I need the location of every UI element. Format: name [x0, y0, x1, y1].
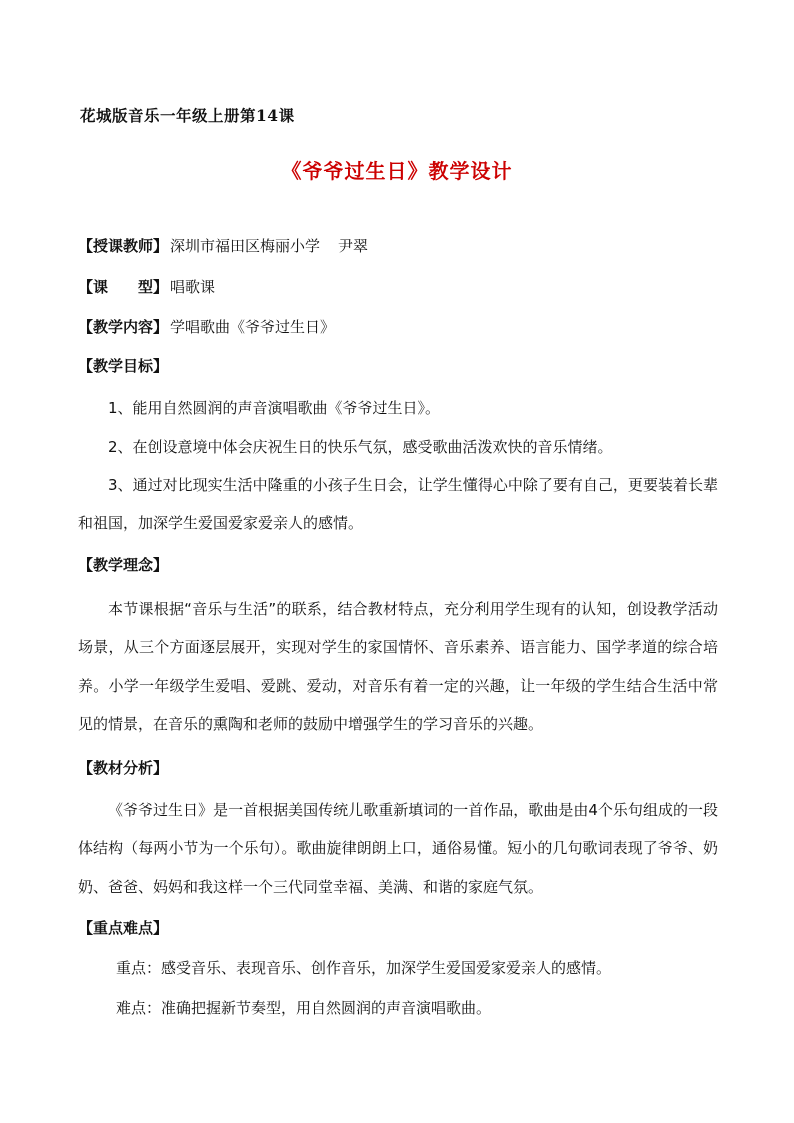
teacher-school: 深圳市福田区梅丽小学 [170, 237, 321, 255]
document-title: 《爷爷过生日》教学设计 [281, 159, 513, 183]
teacher-label: 【授课教师】 [78, 237, 169, 255]
goal-item-1: 1、能用自然圆润的声音演唱歌曲《爷爷过生日》。 [108, 399, 441, 417]
teacher-name: 尹翠 [338, 237, 369, 255]
content-row [78, 317, 335, 337]
philosophy-text: 本节课根据“音乐与生活”的联系，结合教材特点，充分利用学生现有的认知，创设教学活动场景，从三个方面逐层展开，实现对学生的家国情怀、音乐素养、语言能力、国学孝道的综合培养。小学一年级学生爱唱、爱跳、爱动，对音乐有着一定的兴趣，让一年级的学生结合生活中常见的情景，在音乐的熏陶和老师的鼓励中增强学生的学习音乐的兴趣。 [78, 600, 718, 733]
course-subtitle: 花城版音乐一年级上册第14课 [80, 106, 295, 125]
teacher-row [78, 236, 368, 256]
key-point-focus: 重点：感受音乐、表现音乐、创作音乐，加深学生爱国爱家爱亲人的感情。 [116, 959, 612, 977]
philosophy-heading: 【教学理念】 [78, 556, 169, 574]
key-points-heading: 【重点难点】 [78, 919, 169, 937]
type-row [78, 277, 215, 297]
goal-item-3: 3、通过对比现实生活中隆重的小孩子生日会，让学生懂得心中除了要有自己，更要装着长辈和祖国，加深学生爱国爱家爱亲人的感情。 [78, 476, 718, 533]
content-value: 学唱歌曲《爷爷过生日》 [170, 318, 336, 336]
type-label: 【课 型】 [78, 278, 169, 296]
type-value: 唱歌课 [170, 278, 216, 296]
analysis-text: 《爷爷过生日》是一首根据美国传统儿歌重新填词的一首作品，歌曲是由4个乐句组成的一段体结构（每两小节为一个乐句）。歌曲旋律朗朗上口，通俗易懂。短小的几句歌词表现了爷爷、奶奶、爸爸、妈妈和我这样一个三代同堂幸福、美满、和谐的家庭气氛。 [78, 801, 718, 896]
analysis-heading: 【教材分析】 [78, 759, 169, 777]
goals-heading: 【教学目标】 [78, 357, 169, 375]
goal-item-2: 2、在创设意境中体会庆祝生日的快乐气氛，感受歌曲活泼欢快的音乐情绪。 [108, 438, 613, 456]
key-point-difficulty: 难点：准确把握新节奏型，用自然圆润的声音演唱歌曲。 [116, 999, 492, 1017]
content-label: 【教学内容】 [78, 318, 169, 336]
